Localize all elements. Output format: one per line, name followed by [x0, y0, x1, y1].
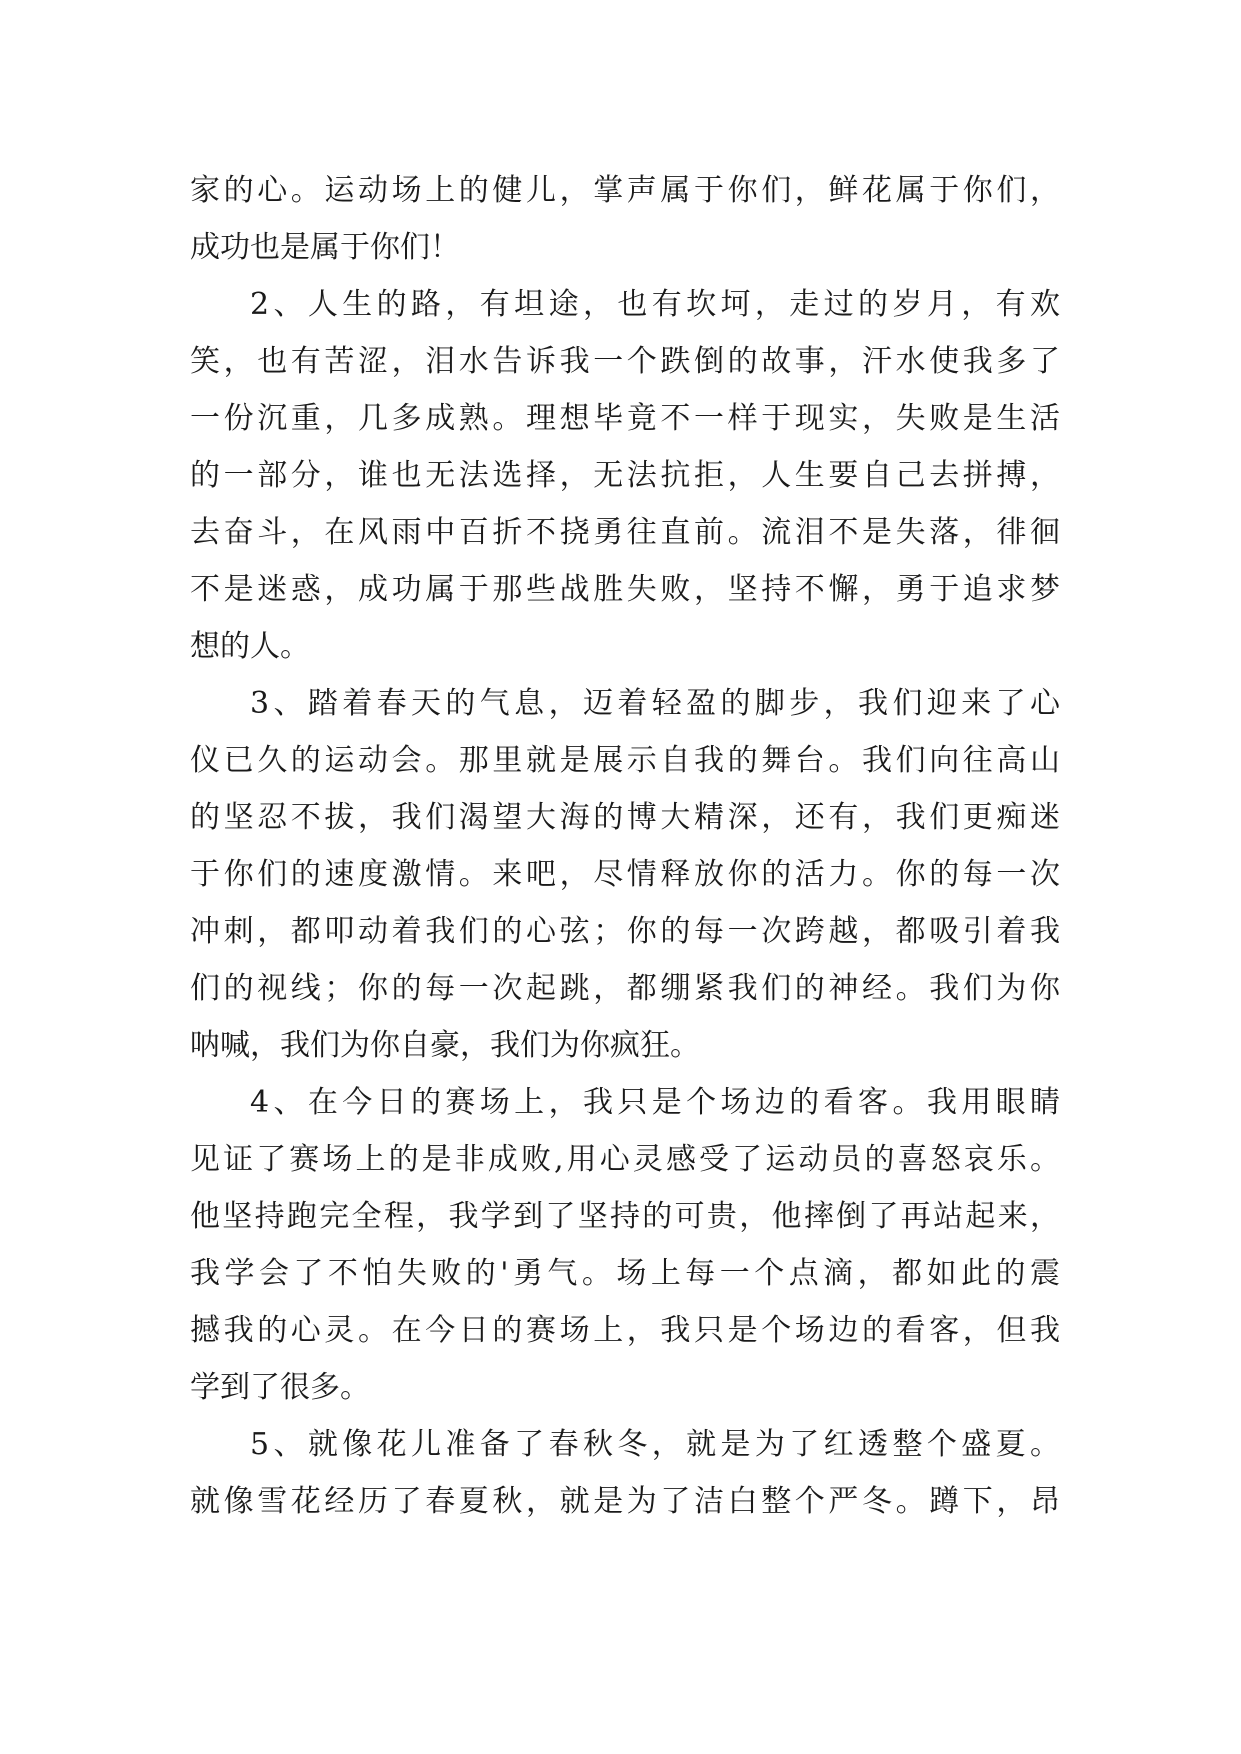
text-line: 笑，也有苦涩，泪水告诉我一个跌倒的故事，汗水使我多了	[190, 344, 1060, 379]
text-line: 不是迷惑，成功属于那些战胜失败，坚持不懈，勇于追求梦	[190, 572, 1060, 607]
text-line: 他坚持跑完全程，我学到了坚持的可贵，他摔倒了再站起来，	[190, 1199, 1060, 1234]
text-line: 家的心。运动场上的健儿，掌声属于你们，鲜花属于你们，	[190, 173, 1060, 208]
text-line: 去奋斗，在风雨中百折不挠勇往直前。流泪不是失落，徘徊	[190, 515, 1060, 550]
text-line: 学到了很多。	[190, 1370, 370, 1405]
paragraph-start-line: 3、踏着春天的气息，迈着轻盈的脚步，我们迎来了心	[250, 686, 1060, 721]
text-line: 见证了赛场上的是非成败,用心灵感受了运动员的喜怒哀乐。	[190, 1142, 1060, 1177]
text-line: 的一部分，谁也无法选择，无法抗拒，人生要自己去拼搏，	[190, 458, 1060, 493]
text-line: 们的视线；你的每一次起跳，都绷紧我们的神经。我们为你	[190, 971, 1060, 1006]
text-line: 想的人。	[190, 629, 310, 664]
text-line: 撼我的心灵。在今日的赛场上，我只是个场边的看客，但我	[190, 1313, 1060, 1348]
paragraph-start-line: 4、在今日的赛场上，我只是个场边的看客。我用眼睛	[250, 1085, 1060, 1120]
text-line: 呐喊，我们为你自豪，我们为你疯狂。	[190, 1028, 700, 1063]
text-line: 成功也是属于你们！	[190, 230, 460, 265]
text-line: 一份沉重，几多成熟。理想毕竟不一样于现实，失败是生活	[190, 401, 1060, 436]
text-line: 的坚忍不拔，我们渴望大海的博大精深，还有，我们更痴迷	[190, 800, 1060, 835]
text-line: 我学会了不怕失败的'勇气。场上每一个点滴，都如此的震	[190, 1256, 1060, 1291]
document-body	[190, 162, 1060, 1530]
text-line: 于你们的速度激情。来吧，尽情释放你的活力。你的每一次	[190, 857, 1060, 892]
text-line: 仪已久的运动会。那里就是展示自我的舞台。我们向往高山	[190, 743, 1060, 778]
text-line: 就像雪花经历了春夏秋，就是为了洁白整个严冬。蹲下，昂	[190, 1484, 1060, 1519]
text-line: 冲刺，都叩动着我们的心弦；你的每一次跨越，都吸引着我	[190, 914, 1060, 949]
paragraph-start-line: 5、就像花儿准备了春秋冬，就是为了红透整个盛夏。	[250, 1427, 1060, 1462]
paragraph-start-line: 2、人生的路，有坦途，也有坎坷，走过的岁月，有欢	[250, 287, 1060, 322]
